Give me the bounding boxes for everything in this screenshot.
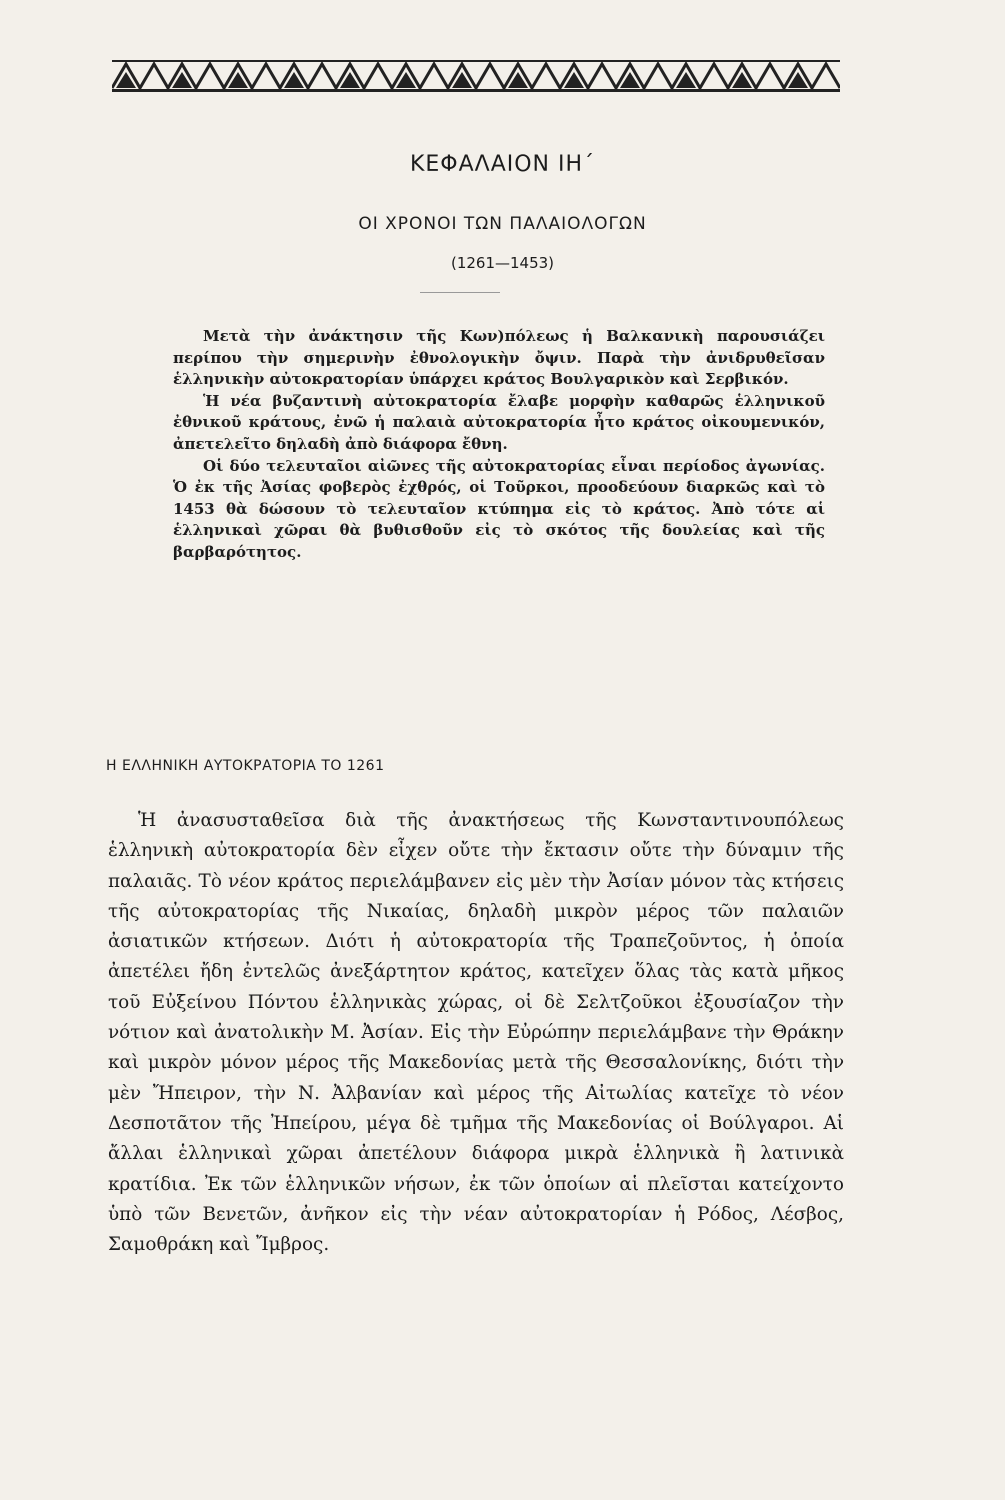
summary-paragraph: Μετὰ τὴν ἀνάκτησιν τῆς Κων)πόλεως ἡ Βαλκανικὴ παρουσιάζει περίπου τὴν σημερινὴν ἐθνολογικὴν ὄψιν. Παρὰ τὴν ἀνιδρυθεῖσαν ἑλληνικὴν αὐτοκρατορίαν ὑπάρχει κράτος Βουλγαρικὸν καὶ Σερβικόν. (173, 327, 825, 389)
decorative-border-ornament (112, 58, 840, 94)
chapter-summary (173, 326, 825, 564)
chapter-subtitle: ΟΙ ΧΡΟΝΟΙ ΤΩΝ ΠΑΛΑΙΟΛΟΓΩΝ (358, 214, 647, 234)
section-body (108, 806, 844, 1260)
summary-paragraph: Ἡ νέα βυζαντινὴ αὐτοκρατορία ἔλαβε μορφὴν καθαρῶς ἑλληνικοῦ ἐθνικοῦ κράτους, ἐνῶ ἡ παλαιὰ αὐτοκρατορία ἦτο κράτος οἰκουμενικόν, ἀπετελεῖτο δηλαδὴ ἀπὸ διάφορα ἔθνη. (173, 391, 825, 453)
summary-paragraph: Οἱ δύο τελευταῖοι αἰῶνες τῆς αὐτοκρατορίας εἶναι περίοδος ἀγωνίας. Ὁ ἐκ τῆς Ἀσίας φοβερὸς ἐχθρός, οἱ Τοῦρκοι, προοδεύουν διαρκῶς καὶ τὸ 1453 θὰ δώσουν τὸ τελευταῖον κτύπημα εἰς τὸ κράτος. Ἀπὸ τότε αἱ ἑλληνικαὶ χῶραι θὰ βυθισθοῦν εἰς τὸ σκότος τῆς δουλείας καὶ τῆς βαρβαρότητος. (173, 456, 825, 561)
section-heading: Η ΕΛΛΗΝΙΚΗ ΑΥΤΟΚΡΑΤΟΡΙΑ ΤΟ 1261 (106, 758, 385, 774)
chapter-dates: (1261—1453) (450, 254, 555, 272)
divider-rule (420, 292, 500, 293)
body-paragraph: Ἡ ἀνασυσταθεῖσα διὰ τῆς ἀνακτήσεως τῆς Κωνσταντινουπόλεως ἑλληνικὴ αὐτοκρατορία δὲν εἶχεν οὔτε τὴν ἔκτασιν οὔτε τὴν δύναμιν τῆς παλαιᾶς. Τὸ νέον κράτος περιελάμβανεν εἰς μὲν τὴν Ἀσίαν μόνον τὰς κτήσεις τῆς αὐτοκρατορίας τῆς Νικαίας, δηλαδὴ μικρὸν μέρος τῶν παλαιῶν ἀσιατικῶν κτήσεων. Διότι ἡ αὐτοκρατορία τῆς Τραπεζοῦντος, ἡ ὁποία ἀπετέλει ἤδη ἐντελῶς ἀνεξάρτητον κράτος, κατεῖχεν ὅλας τὰς κατὰ μῆκος τοῦ Εὐξείνου Πόντου ἑλληνικὰς χώρας, οἱ δὲ Σελτζοῦκοι ἐξουσίαζον τὴν νότιον καὶ ἀνατολικὴν Μ. Ἀσίαν. Εἰς τὴν Εὐρώπην περιελάμβανε τὴν Θράκην καὶ μικρὸν μόνον μέρος τῆς Μακεδονίας μετὰ τῆς Θεσσαλονίκης, διότι τὴν μὲν Ἤπειρον, τὴν Ν. Ἀλβανίαν καὶ μέρος τῆς Αἰτωλίας κατεῖχε τὸ νέον Δεσποτᾶτον τῆς Ἠπείρου, μέγα δὲ τμῆμα τῆς Μακεδονίας οἱ Βούλγαροι. Αἱ ἄλλαι ἑλληνικαὶ χῶραι ἀπετέλουν διάφορα μικρὰ ἑλληνικὰ ἢ λατινικὰ κρατίδια. Ἐκ τῶν ἑλληνικῶν νήσων, ἐκ τῶν ὁποίων αἱ πλεῖσται κατείχοντο ὑπὸ τῶν Βενετῶν, ἀνῆκον εἰς τὴν νέαν αὐτοκρατορίαν ἡ Ρόδος, Λέσβος, Σαμοθράκη καὶ Ἴμβρος. (108, 810, 844, 1256)
chapter-title: ΚΕΦΑΛΑΙΟΝ ΙΗ΄ (409, 152, 596, 177)
